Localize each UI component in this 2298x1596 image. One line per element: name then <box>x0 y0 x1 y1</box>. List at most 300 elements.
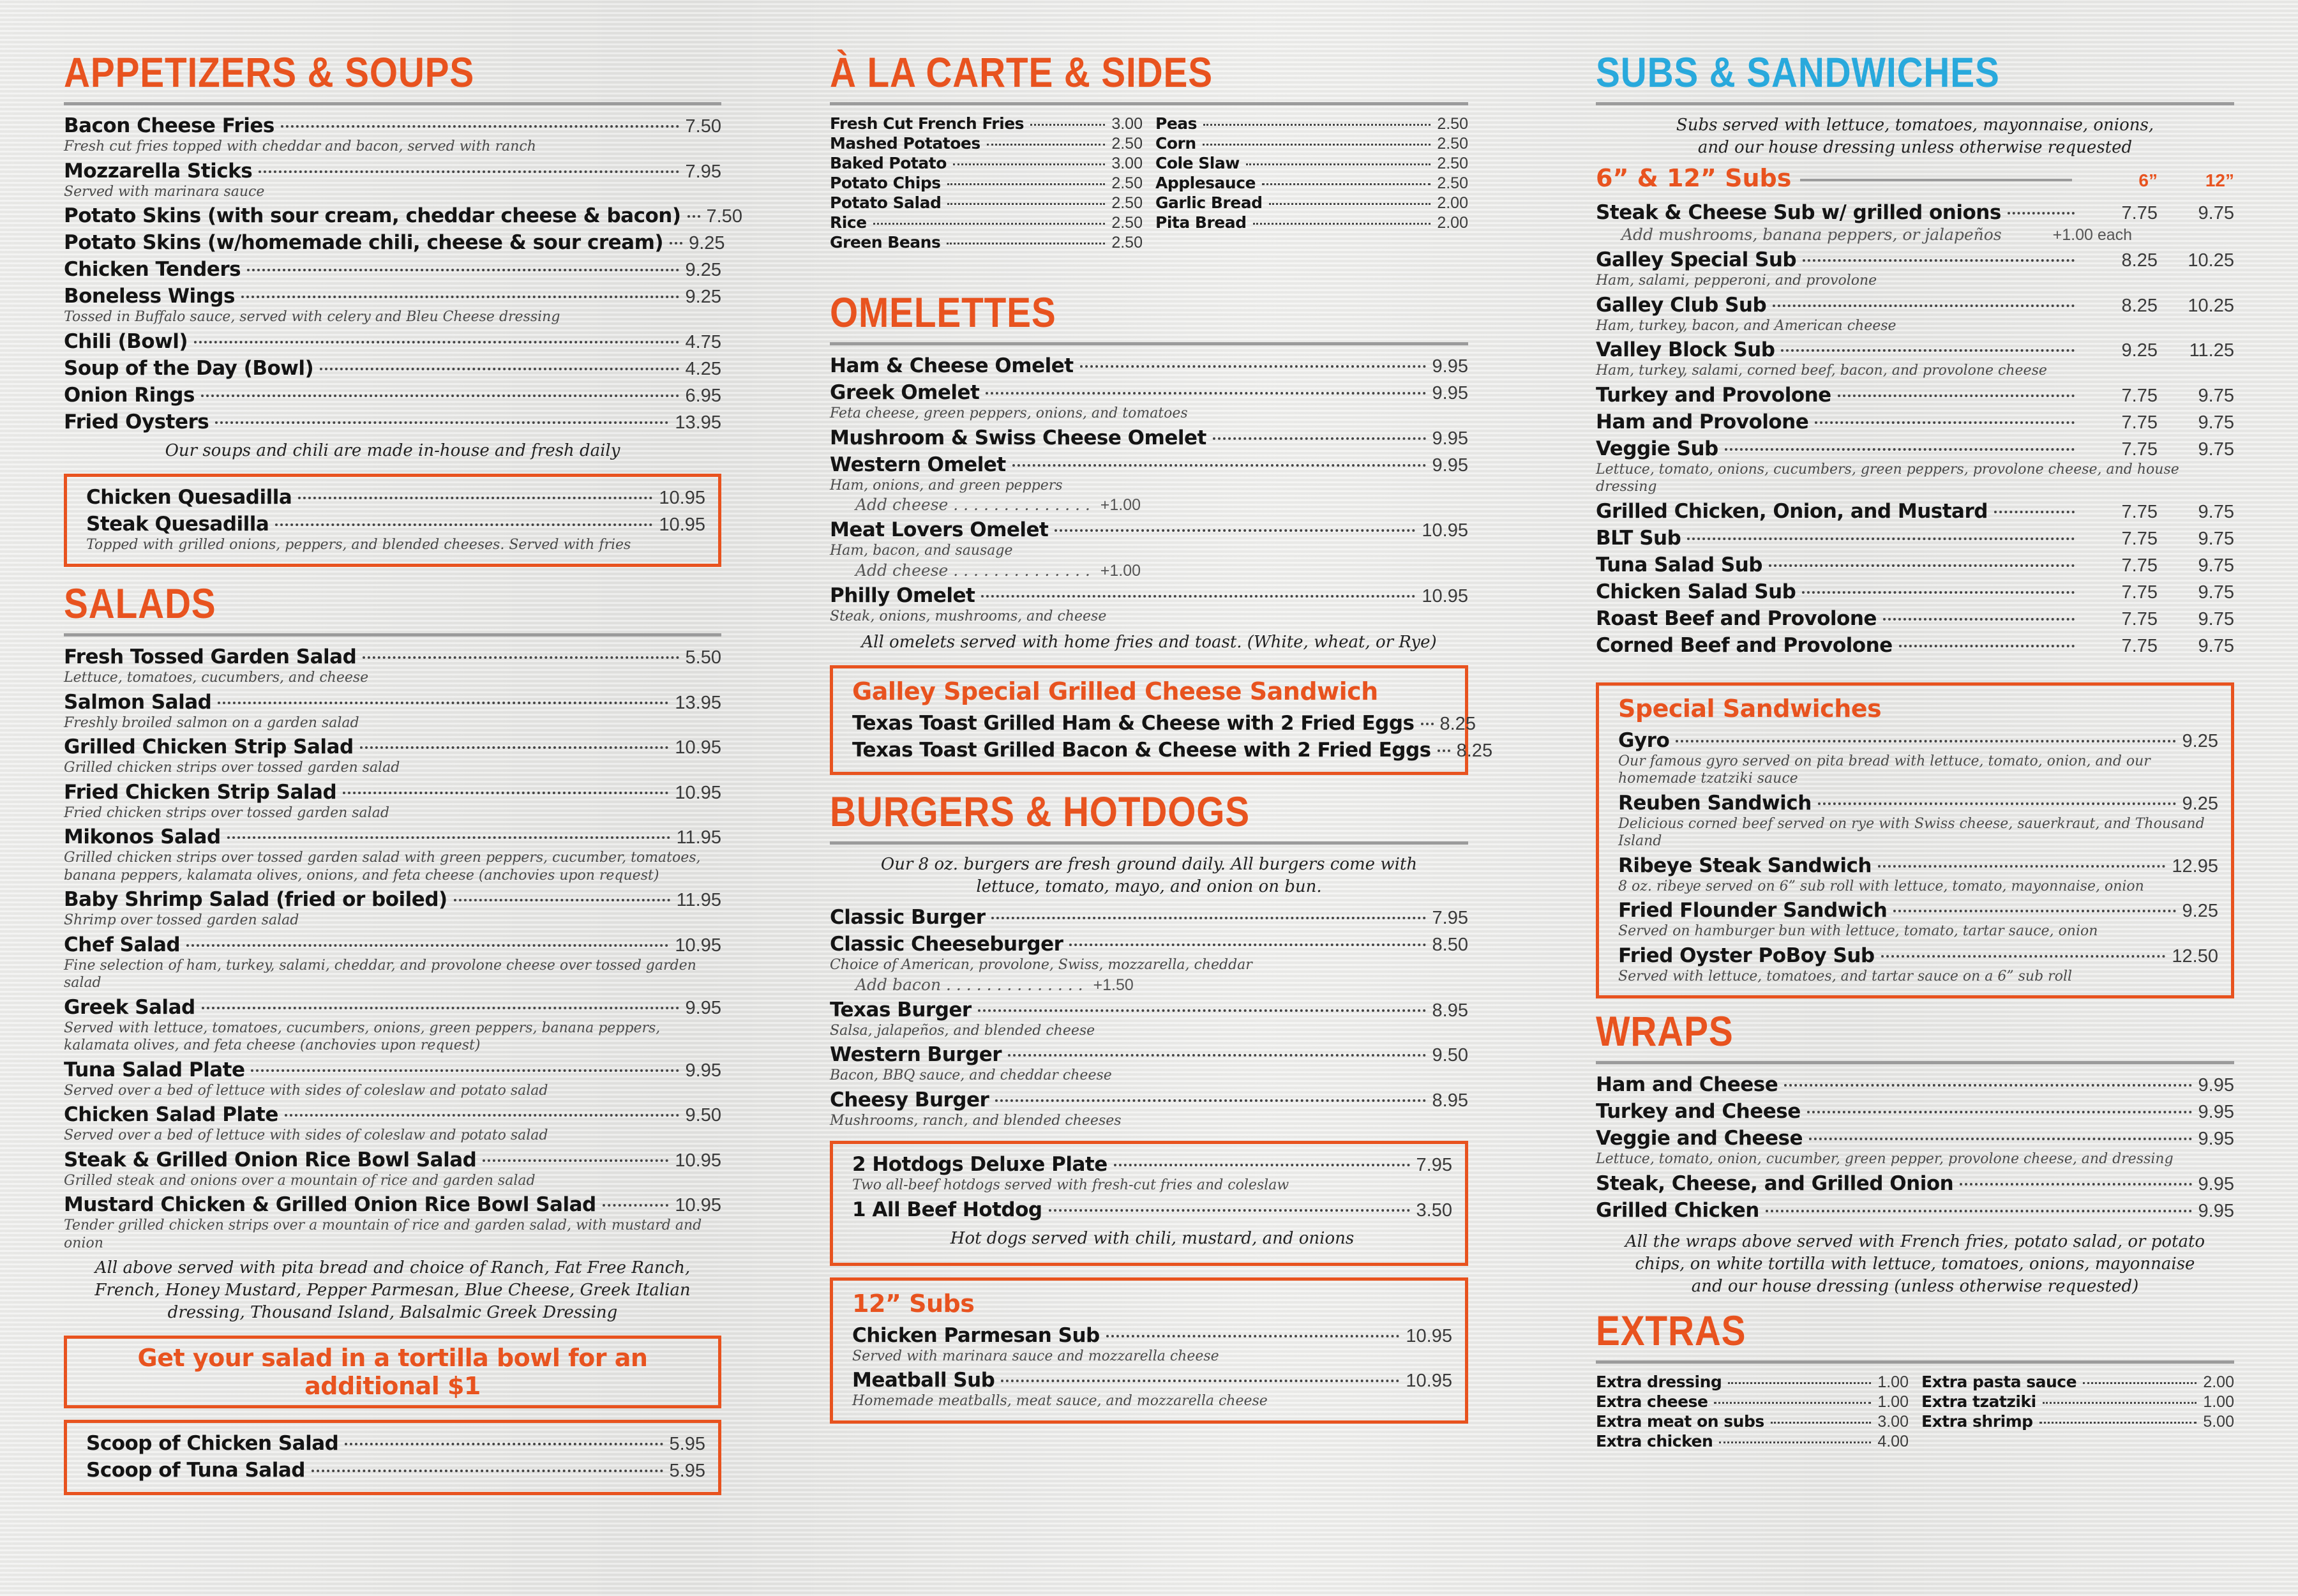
menu-item-name: Extra tzatziki <box>1921 1392 2036 1411</box>
menu-item-name: Ham & Cheese Omelet <box>830 354 1074 377</box>
menu-item-row <box>1921 1373 2234 1392</box>
sub-price-12: 9.75 <box>2198 582 2234 603</box>
menu-item-row <box>1596 1172 2234 1195</box>
dot-leader <box>1676 740 2175 742</box>
dot-leader <box>1687 538 2075 540</box>
dot-leader <box>1881 955 2166 958</box>
menu-item-row <box>1596 1100 2234 1123</box>
menu-item-row <box>830 584 1468 607</box>
menu-item-description: Grilled chicken strips over tossed garden salad <box>64 760 400 776</box>
menu-item-name: 1 All Beef Hotdog <box>852 1198 1042 1221</box>
menu-item-name: Baby Shrimp Salad (fried or boiled) <box>64 888 447 912</box>
menu-item-name: Fried Chicken Strip Salad <box>64 780 337 804</box>
menu-item-name: Mustard Chicken & Grilled Onion Rice Bowl Salad <box>64 1193 596 1217</box>
menu-item-name: Fried Oysters <box>64 410 209 433</box>
menu-item-description: Grilled chicken strips over tossed garden salad with green peppers, cucumber, tomatoes, banana peppers, kalamata olives, onions, and feta cheese (anchovies upon request) <box>64 850 701 884</box>
dot-leader <box>202 1007 679 1009</box>
menu-item <box>830 233 1143 252</box>
menu-item-row <box>830 213 1143 232</box>
menu-item <box>852 1198 1452 1221</box>
menu-item-price: 9.95 <box>1432 356 1468 377</box>
menu-item-name: Potato Skins (w/homemade chili, cheese & sour cream) <box>64 231 664 254</box>
menu-item-row <box>64 330 721 353</box>
sub-item <box>1596 294 2234 335</box>
menu-item-row <box>1618 854 2218 877</box>
menu-item-row <box>64 285 721 308</box>
menu-item-price: 8.50 <box>1432 935 1468 956</box>
dot-leader <box>1838 395 2075 397</box>
hotdog-box <box>830 1141 1468 1266</box>
dot-leader <box>1421 723 1434 725</box>
menu-item <box>1155 114 1468 133</box>
sub-item-row <box>1596 553 2234 576</box>
wraps-note: All the wraps above served with French fries, potato salad, or potato chips, on white tortilla with lettuce, tomatoes, onions, mayonnaise and our house dressing (unless otherwise requested) <box>1625 1231 2205 1296</box>
menu-item-name: Tuna Salad Plate <box>64 1058 245 1081</box>
menu-item-row <box>1155 134 1468 153</box>
section-rule <box>830 102 1468 105</box>
menu-item <box>64 825 721 884</box>
sub-price-6: 8.25 <box>2121 295 2158 316</box>
sub-item <box>1596 410 2234 433</box>
menu-item-row <box>830 174 1143 193</box>
menu-item <box>1618 729 2218 788</box>
menu-item <box>830 114 1143 133</box>
menu-item-price: 9.95 <box>2198 1129 2234 1150</box>
menu-item-row <box>830 381 1468 404</box>
menu-item-price: 2.50 <box>1437 174 1468 192</box>
sub-price-12: 10.25 <box>2188 250 2234 271</box>
menu-item-row <box>64 825 721 848</box>
dot-leader <box>360 746 669 749</box>
dot-leader <box>454 899 670 901</box>
menu-item-row <box>1618 792 2218 815</box>
menu-item <box>852 1324 1452 1366</box>
section-rule <box>830 342 1468 345</box>
menu-item <box>1155 213 1468 232</box>
menu-item-row <box>64 160 721 183</box>
sub-item-name: Corned Beef and Provolone <box>1596 633 1893 657</box>
sub-item <box>1596 248 2234 290</box>
dot-leader <box>218 702 668 704</box>
hotdog-list <box>852 1153 1452 1221</box>
sub-item-row <box>1596 437 2234 460</box>
menu-item <box>830 154 1143 173</box>
dot-leader <box>275 523 652 526</box>
menu-item-name: Philly Omelet <box>830 583 975 607</box>
dot-leader <box>947 203 1105 205</box>
menu-item-row <box>64 781 721 804</box>
appetizers-note: Our soups and chili are made in-house and fresh daily <box>165 440 620 460</box>
dot-leader <box>978 1009 1426 1012</box>
dot-leader <box>1773 305 2075 307</box>
dot-leader <box>873 223 1106 225</box>
menu-item <box>64 645 721 687</box>
sub-price-12: 11.25 <box>2189 340 2234 361</box>
menu-item <box>1596 1199 2234 1222</box>
menu-item <box>1155 174 1468 193</box>
sub-item-name: Ham and Provolone <box>1596 410 1809 433</box>
sub-price-6: 8.25 <box>2121 250 2158 271</box>
menu-item-description: Grilled steak and onions over a mountain of rice and garden salad <box>64 1172 536 1189</box>
sub-price-6: 7.75 <box>2121 501 2158 522</box>
sub-item <box>1596 580 2234 603</box>
menu-item-name: Texas Toast Grilled Bacon & Cheese with 2 Fried Eggs <box>852 739 1431 762</box>
menu-item <box>1596 1073 2234 1096</box>
menu-item-row <box>830 933 1468 956</box>
menu-item <box>1596 1172 2234 1195</box>
extras-right <box>1921 1373 2234 1452</box>
menu-item-price: 2.50 <box>1111 174 1143 192</box>
grilled-cheese-list <box>852 712 1493 762</box>
menu-item-name: Boneless Wings <box>64 285 235 308</box>
menu-item-price: 10.95 <box>1406 1325 1452 1346</box>
menu-item <box>64 781 721 822</box>
menu-item <box>64 1148 721 1190</box>
dot-leader <box>1106 1335 1400 1337</box>
menu-item <box>852 1369 1452 1410</box>
menu-item <box>852 712 1476 735</box>
addon-label: Add cheese <box>855 495 949 514</box>
menu-item <box>830 584 1468 626</box>
menu-item-name: Western Burger <box>830 1043 1002 1067</box>
menu-item <box>830 134 1143 153</box>
menu-item-price: 9.25 <box>2182 730 2218 751</box>
section-rule <box>1596 1061 2234 1064</box>
menu-item-row <box>830 154 1143 173</box>
menu-item <box>86 486 705 509</box>
menu-item-price: 5.00 <box>2203 1412 2234 1431</box>
dot-leader <box>1893 910 2175 912</box>
menu-item-row <box>64 231 725 254</box>
addon-price: +1.00 <box>1100 561 1141 580</box>
menu-item-price: 2.00 <box>1437 214 1468 232</box>
addon-label: Add bacon <box>855 975 942 994</box>
sub-price-12: 9.75 <box>2198 528 2234 549</box>
sub-price-6: 7.75 <box>2121 555 2158 576</box>
sub-item-row <box>1596 338 2234 361</box>
dot-leader <box>1269 203 1431 205</box>
menu-item-price: 9.95 <box>2198 1075 2234 1096</box>
menu-item-name: Bacon Cheese Fries <box>64 114 274 137</box>
menu-item-name: Corn <box>1155 134 1196 153</box>
menu-item-price: 8.25 <box>1439 714 1476 735</box>
menu-item-row <box>1596 1392 1909 1412</box>
menu-item <box>830 213 1143 232</box>
dot-leader <box>483 1159 668 1162</box>
dot-leader <box>986 392 1425 395</box>
menu-item-addon <box>855 495 1468 515</box>
sub-item-name: Grilled Chicken, Onion, and Mustard <box>1596 499 1988 523</box>
menu-item <box>830 453 1468 515</box>
menu-item <box>1921 1373 2234 1392</box>
menu-item-row <box>1596 1412 1909 1431</box>
extras-grid <box>1596 1373 2234 1452</box>
menu-item-price: 1.00 <box>1877 1373 1909 1391</box>
menu-item-price: 2.00 <box>1437 194 1468 212</box>
dot-leader <box>2083 1382 2197 1384</box>
menu-item-row <box>1618 729 2218 752</box>
menu-item-row <box>852 1324 1452 1347</box>
sub-price-6: 7.75 <box>2121 528 2158 549</box>
subs-size-rule <box>1800 179 2072 181</box>
menu-item <box>830 193 1143 213</box>
dot-leader <box>947 243 1105 245</box>
sub-addon <box>1621 225 2234 245</box>
menu-item-row <box>1596 1432 1909 1451</box>
menu-item-row <box>830 426 1468 449</box>
menu-item-row <box>830 518 1468 541</box>
addon-dots: . . . . . . . . . . . . . . <box>941 975 1088 994</box>
menu-item-row <box>1155 114 1468 133</box>
menu-item <box>64 285 721 326</box>
menu-item-price: 10.95 <box>1406 1371 1452 1392</box>
menu-item-row <box>64 258 721 281</box>
dot-leader <box>1203 124 1431 126</box>
menu-item-description: Served over a bed of lettuce with sides of coleslaw and potato salad <box>64 1127 548 1144</box>
dot-leader <box>1899 645 2075 647</box>
menu-item-name: Turkey and Cheese <box>1596 1100 1801 1124</box>
menu-item-name: Texas Burger <box>830 998 972 1021</box>
sub-item-row <box>1596 384 2234 407</box>
menu-item-name: Meat Lovers Omelet <box>830 518 1049 541</box>
dot-leader <box>1069 944 1425 946</box>
menu-item-row <box>830 233 1143 252</box>
column-middle <box>830 49 1493 1435</box>
menu-item-price: 7.50 <box>685 116 721 137</box>
menu-item-price: 10.95 <box>659 514 705 535</box>
section-title-extras: EXTRAS <box>1596 1306 1746 1354</box>
menu-item <box>64 410 721 433</box>
menu-item-name: Potato Chips <box>830 174 941 192</box>
sub-item-row <box>1596 410 2234 433</box>
dot-leader <box>1114 1164 1410 1166</box>
menu-item-name: Grilled Chicken <box>1596 1198 1759 1222</box>
menu-item-name: Cole Slaw <box>1155 154 1240 172</box>
menu-item-name: Meatball Sub <box>852 1369 995 1392</box>
subs12-box <box>830 1277 1468 1424</box>
menu-item-price: 9.95 <box>1432 455 1468 476</box>
addon-label: Add cheese <box>855 561 949 580</box>
menu-item <box>830 381 1468 423</box>
addon-dots: . . . . . . . . . . . . . . <box>948 561 1095 580</box>
menu-item-description: Served on hamburger bun with lettuce, tomato, tartar sauce, onion <box>1618 923 2098 940</box>
menu-item-name: Extra dressing <box>1596 1372 1722 1391</box>
menu-item <box>64 1193 721 1252</box>
menu-item <box>64 384 721 407</box>
menu-item <box>64 1058 721 1100</box>
menu-item-row <box>64 691 721 714</box>
section-rule <box>64 633 721 636</box>
dot-leader <box>1725 448 2075 451</box>
omelettes-list <box>830 354 1468 625</box>
section-rule <box>830 841 1468 845</box>
menu-item-row <box>852 712 1476 735</box>
sub-price-12: 10.25 <box>2188 295 2234 316</box>
menu-item-description: Ham, bacon, and sausage <box>830 543 1013 559</box>
grilled-cheese-title: Galley Special Grilled Cheese Sandwich <box>852 677 1378 706</box>
menu-item-row <box>1921 1412 2234 1431</box>
menu-item-row <box>1155 193 1468 213</box>
burgers-note: Our 8 oz. burgers are fresh ground daily. All burgers come with lettuce, tomato, mayo, and onion on bun. <box>880 855 1418 897</box>
menu-item-price: 9.95 <box>2198 1200 2234 1221</box>
menu-item-price: 9.95 <box>685 1060 721 1081</box>
menu-item-row <box>852 1369 1452 1392</box>
menu-item-row <box>64 888 721 911</box>
menu-item-price: 9.95 <box>2198 1173 2234 1194</box>
menu-item-price: 2.50 <box>1437 154 1468 172</box>
dot-leader <box>2043 1402 2197 1404</box>
menu-item-price: 4.75 <box>685 331 721 352</box>
sub-item <box>1596 527 2234 550</box>
menu-item-description: Homemade meatballs, meat sauce, and mozzarella cheese <box>852 1393 1268 1410</box>
subs-intro: Subs served with lettuce, tomatoes, mayonnaise, onions, and our house dressing unless otherwise requested <box>1676 116 2154 158</box>
dot-leader <box>201 395 679 397</box>
menu-item-name: Fresh Cut French Fries <box>830 114 1025 133</box>
menu-item-price: 10.95 <box>1422 520 1468 541</box>
menu-item-row <box>86 486 705 509</box>
sub-item-name: Veggie Sub <box>1596 437 1718 460</box>
sub-item <box>1596 437 2234 496</box>
dot-leader <box>987 144 1106 146</box>
menu-item-price: 10.95 <box>675 1150 721 1171</box>
sub-item-description: Ham, turkey, bacon, and American cheese <box>1596 317 1896 334</box>
menu-item-row <box>852 1198 1452 1221</box>
sub-item-description: Ham, turkey, salami, corned beef, bacon, and provolone cheese <box>1596 363 2047 379</box>
quesadilla-box <box>64 474 721 568</box>
menu-item-price: 9.25 <box>689 233 725 253</box>
sub-price-12: 9.75 <box>2198 501 2234 522</box>
menu-item <box>64 735 721 777</box>
menu-item <box>86 1432 705 1455</box>
menu-item-price: 2.00 <box>2203 1373 2234 1391</box>
sub-price-12: 9.75 <box>2198 439 2234 460</box>
addon-dots: . . . . . . . . . . . . . . <box>948 495 1095 514</box>
sub-item <box>1596 338 2234 380</box>
menu-item-description: Lettuce, tomatoes, cucumbers, and cheese <box>64 670 369 686</box>
menu-item <box>1596 1392 1909 1412</box>
sub-item-name: Steak & Cheese Sub w/ grilled onions <box>1596 201 2001 225</box>
sub-price-12: 9.75 <box>2198 203 2234 224</box>
menu-item <box>64 357 721 380</box>
menu-item-price: 2.50 <box>1111 135 1143 153</box>
hotdog-note: Hot dogs served with chili, mustard, and onions <box>950 1228 1355 1248</box>
menu-item <box>64 114 721 156</box>
sub-price-12: 9.75 <box>2198 412 2234 433</box>
sub-price-6: 7.75 <box>2121 582 2158 603</box>
menu-item-price: 3.50 <box>1416 1200 1452 1221</box>
dot-leader <box>1213 437 1426 440</box>
menu-item <box>64 888 721 930</box>
menu-item-price: 10.95 <box>675 1195 721 1216</box>
column-right <box>1596 51 2234 1452</box>
menu-item-name: Extra cheese <box>1596 1392 1708 1411</box>
menu-item-name: Scoop of Tuna Salad <box>86 1459 305 1482</box>
dot-leader <box>1253 223 1431 225</box>
menu-item-name: Veggie and Cheese <box>1596 1127 1803 1150</box>
menu-item-name: Green Beans <box>830 233 941 252</box>
menu-item <box>830 426 1468 449</box>
menu-item-price: 11.95 <box>676 890 721 911</box>
wraps-list <box>1596 1073 2234 1222</box>
menu-item-name: Chicken Tenders <box>64 258 241 281</box>
menu-item-price: 9.25 <box>2182 793 2218 814</box>
sub-item-name: Galley Special Sub <box>1596 248 1797 272</box>
section-title-salads: SALADS <box>64 580 216 628</box>
menu-item-description: Choice of American, provolone, Swiss, mozzarella, cheddar <box>830 957 1252 974</box>
menu-item-row <box>852 739 1493 762</box>
dot-leader <box>1203 144 1431 146</box>
menu-item-price: 4.25 <box>685 358 721 379</box>
menu-item-price: 7.95 <box>1432 908 1468 929</box>
sides-grid <box>830 114 1468 253</box>
sub-price-12: 9.75 <box>2198 608 2234 629</box>
sub-item-row <box>1596 634 2234 657</box>
menu-item-row <box>1618 899 2218 922</box>
sub-price-12: 9.75 <box>2198 555 2234 576</box>
menu-item-name: Garlic Bread <box>1155 193 1263 212</box>
menu-item-name: Onion Rings <box>64 383 195 407</box>
menu-item-row <box>830 1088 1468 1111</box>
menu-item-name: Chili (Bowl) <box>64 329 188 353</box>
dot-leader <box>995 1099 1425 1102</box>
menu-item <box>1618 854 2218 896</box>
subs12-title: 12” Subs <box>852 1289 975 1318</box>
dot-leader <box>1008 1054 1425 1057</box>
sub-price-6: 9.25 <box>2121 340 2158 361</box>
menu-item <box>1921 1412 2234 1431</box>
menu-item-price: 9.50 <box>685 1105 721 1126</box>
burgers-list <box>830 906 1468 1129</box>
sub-item <box>1596 607 2234 630</box>
menu-item-description: Lettuce, tomato, onion, cucumber, green pepper, provolone cheese, and dressing <box>1596 1151 2174 1168</box>
col-6-header: 6” <box>2138 170 2158 191</box>
dot-leader <box>1766 1210 2192 1212</box>
menu-item-price: 2.50 <box>1437 135 1468 153</box>
menu-item <box>64 160 721 201</box>
dot-leader <box>1771 1422 1872 1424</box>
sub-item-row <box>1596 201 2234 224</box>
menu-item-description: Ham, onions, and green peppers <box>830 477 1063 493</box>
menu-item-description: 8 oz. ribeye served on 6” sub roll with lettuce, tomato, mayonnaise, onion <box>1618 878 2144 894</box>
dot-leader <box>1802 591 2075 594</box>
menu-item-row <box>1155 213 1468 232</box>
menu-item-row <box>830 114 1143 133</box>
menu-item <box>64 996 721 1055</box>
menu-item <box>64 933 721 992</box>
section-rule <box>64 102 721 105</box>
sub-item-name: Galley Club Sub <box>1596 293 1767 317</box>
dot-leader <box>1781 349 2075 352</box>
menu-item <box>1155 134 1468 153</box>
menu-item-name: Ribeye Steak Sandwich <box>1618 854 1872 877</box>
menu-item-price: 2.50 <box>1111 214 1143 232</box>
menu-item-name: Reuben Sandwich <box>1618 791 1812 815</box>
menu-item-row <box>1596 1127 2234 1150</box>
dot-leader <box>1012 464 1426 467</box>
menu-item-row <box>830 998 1468 1021</box>
menu-item-description: Steak, onions, mushrooms, and cheese <box>830 608 1107 624</box>
menu-item-row <box>1921 1392 2234 1412</box>
sub-price-6: 7.75 <box>2121 439 2158 460</box>
dot-leader <box>259 170 679 173</box>
menu-item <box>830 518 1468 580</box>
dot-leader <box>670 242 682 245</box>
dot-leader <box>1994 511 2075 513</box>
menu-item-price: 6.95 <box>685 385 721 406</box>
menu-item-name: Extra shrimp <box>1921 1412 2033 1431</box>
column-left <box>64 49 742 1507</box>
menu-item-price: 7.95 <box>685 161 721 182</box>
